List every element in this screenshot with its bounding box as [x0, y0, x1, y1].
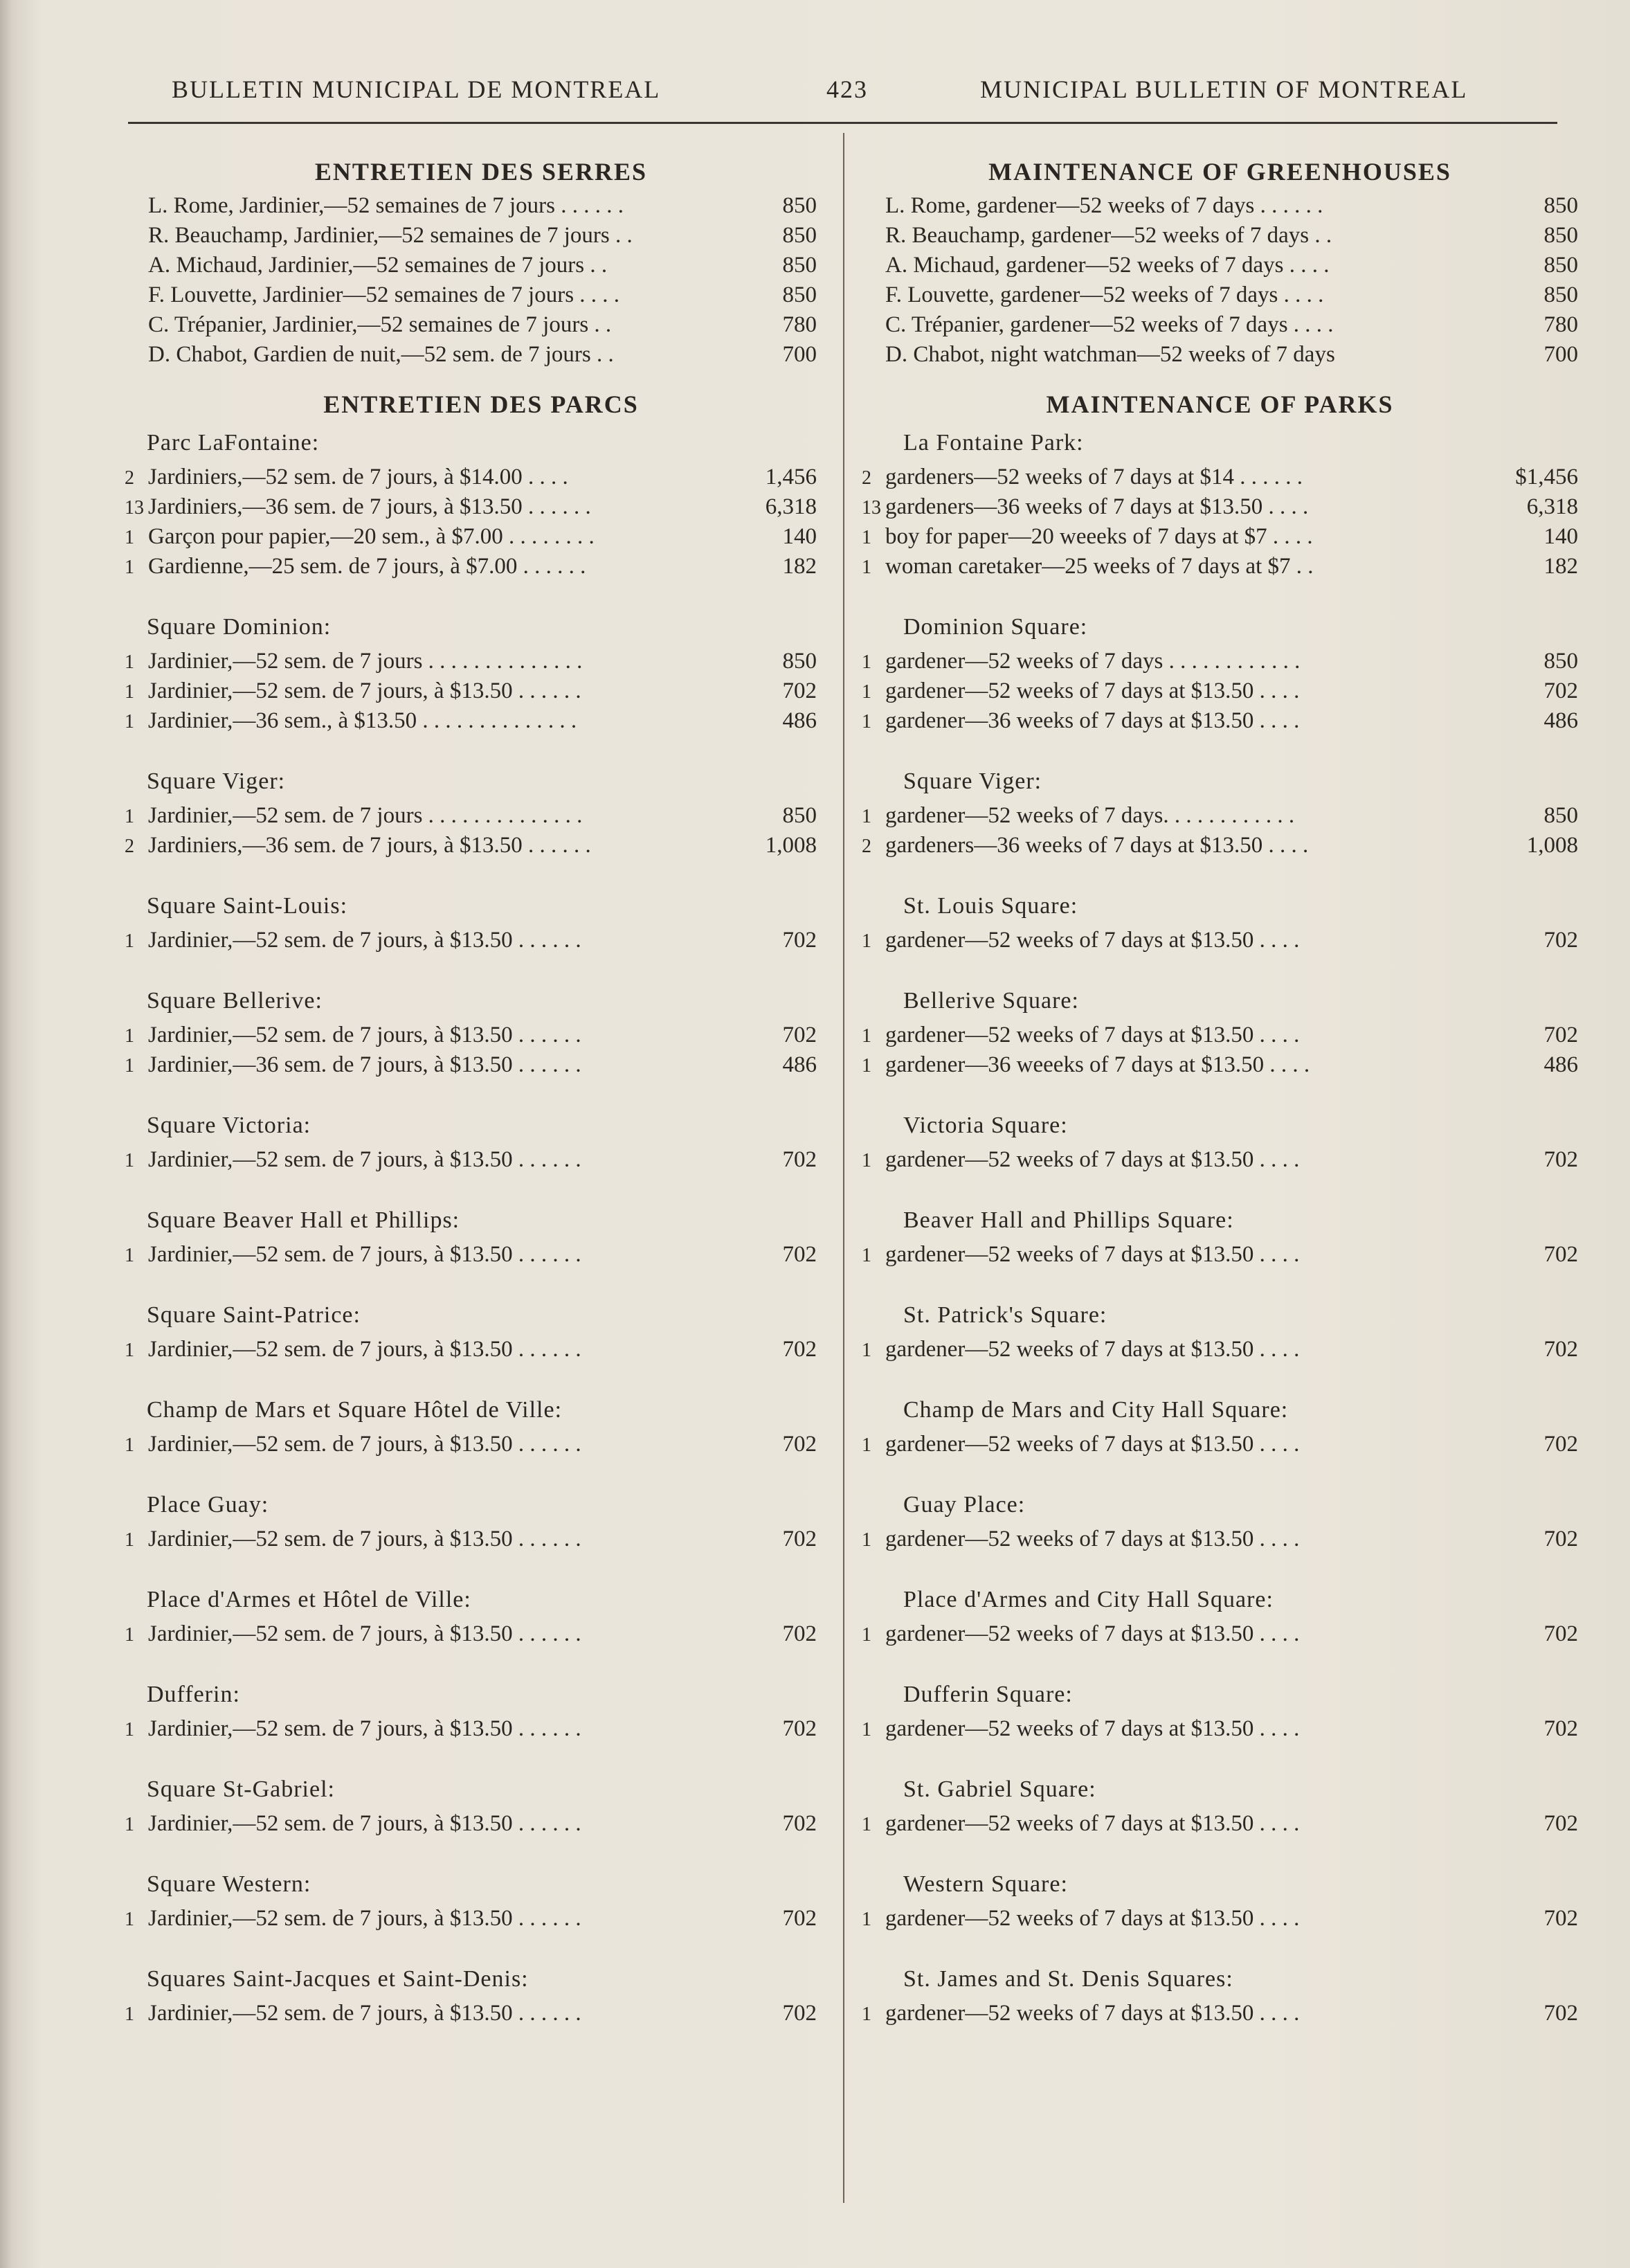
spacer [862, 582, 1578, 608]
ledger-row [125, 1619, 824, 1649]
quantity: 1 [125, 1055, 134, 1077]
page-number: 423 [826, 75, 868, 103]
ledger-row [125, 1020, 824, 1050]
quantity: 1 [862, 1814, 871, 1835]
greenhouses-list-en [862, 191, 1578, 370]
column-divider [843, 133, 844, 2203]
quantity: 1 [125, 1529, 134, 1551]
ledger-row [862, 676, 1578, 706]
amount: 702 [1543, 928, 1578, 953]
spacer [125, 955, 824, 982]
amount: 182 [782, 554, 817, 579]
quantity: 1 [862, 1434, 871, 1456]
spacer [862, 1839, 1578, 1865]
amount: 702 [1543, 1716, 1578, 1741]
spacer [125, 1175, 824, 1201]
park-heading: St. James and St. Denis Squares: [903, 1966, 1233, 1992]
amount: 702 [1543, 1527, 1578, 1551]
description: Jardinier,—52 sem. de 7 jours, à $13.50 . . . . . . [148, 1242, 581, 1267]
quantity: 1 [862, 1025, 871, 1047]
description: gardener—52 weeks of 7 days at $13.50 . . . . [885, 928, 1300, 953]
amount: 702 [782, 2001, 817, 2026]
amount: 700 [1543, 342, 1578, 367]
description: gardener—52 weeks of 7 days at $13.50 . . . . [885, 1147, 1300, 1172]
ledger-row [125, 647, 824, 676]
amount: 702 [782, 1811, 817, 1836]
amount: 850 [782, 649, 817, 674]
amount: 850 [1543, 253, 1578, 278]
description: gardener—36 weeeks of 7 days at $13.50 . . . . [885, 1052, 1310, 1077]
spacer [862, 1365, 1578, 1391]
amount: 702 [1543, 678, 1578, 703]
amount: 850 [782, 253, 817, 278]
quantity: 1 [862, 1055, 871, 1077]
ledger-row [125, 831, 824, 861]
ledger-row [125, 280, 824, 310]
spacer [125, 1080, 824, 1106]
ledger-row [125, 1430, 824, 1459]
description: Jardiniers,—36 sem. de 7 jours, à $13.50 . . . . . . [148, 494, 591, 519]
quantity: 13 [862, 497, 881, 519]
quantity: 1 [125, 1025, 134, 1047]
ledger-row [125, 552, 824, 582]
amount: 850 [1543, 223, 1578, 248]
description: gardeners—36 weeks of 7 days at $13.50 . . . . [885, 833, 1309, 858]
amount: 702 [1543, 1147, 1578, 1172]
amount: 6,318 [765, 494, 817, 519]
park-heading: St. Louis Square: [903, 893, 1078, 919]
description: Gardienne,—25 sem. de 7 jours, à $7.00 . . . . . . [148, 554, 586, 579]
ledger-row [862, 552, 1578, 582]
amount: 850 [1543, 282, 1578, 307]
ledger-row [862, 1020, 1578, 1050]
quantity: 1 [125, 527, 134, 548]
description: gardener—52 weeks of 7 days at $13.50 . . . . [885, 1242, 1300, 1267]
quantity: 1 [862, 527, 871, 548]
description: Jardinier,—52 sem. de 7 jours, à $13.50 . . . . . . [148, 1621, 581, 1646]
amount: 702 [1543, 1337, 1578, 1362]
greenhouses-title-en: MAINTENANCE OF GREENHOUSES [988, 158, 1451, 186]
quantity: 1 [862, 1150, 871, 1171]
spacer [862, 1649, 1578, 1675]
quantity: 2 [862, 836, 871, 857]
quantity: 1 [862, 711, 871, 732]
spacer [862, 1744, 1578, 1770]
description: Jardinier,—52 sem. de 7 jours . . . . . . . . . . . . . . [148, 649, 583, 674]
description: Jardinier,—36 sem., à $13.50 . . . . . . . . . . . . . . [148, 708, 577, 733]
ledger-row [125, 1904, 824, 1934]
amount: 702 [782, 1432, 817, 1457]
amount: 850 [782, 282, 817, 307]
ledger-row [125, 1714, 824, 1744]
description: gardener—52 weeks of 7 days at $13.50 . . . . [885, 1811, 1300, 1836]
spacer [862, 736, 1578, 762]
amount: 702 [782, 1527, 817, 1551]
ledger-row [125, 1050, 824, 1080]
amount: 780 [782, 312, 817, 337]
description: gardener—52 weeks of 7 days at $13.50 . . . . [885, 1716, 1300, 1741]
park-heading: Square Saint-Patrice: [147, 1302, 361, 1328]
description: gardener—52 weeks of 7 days at $13.50 . . . . [885, 2001, 1300, 2026]
park-heading: St. Gabriel Square: [903, 1776, 1096, 1802]
description: gardener—52 weeks of 7 days at $13.50 . . . . [885, 1527, 1300, 1551]
ledger-row [862, 462, 1578, 492]
description: Jardinier,—52 sem. de 7 jours, à $13.50 . . . . . . [148, 1906, 581, 1931]
description: boy for paper—20 weeeks of 7 days at $7 . . . . [885, 524, 1313, 549]
amount: 700 [782, 342, 817, 367]
ledger-row [862, 1240, 1578, 1270]
description: Jardiniers,—52 sem. de 7 jours, à $14.00 . . . . [148, 465, 568, 489]
park-heading: Square St-Gabriel: [147, 1776, 335, 1802]
ledger-row [862, 340, 1578, 370]
amount: 702 [1543, 1906, 1578, 1931]
amount: 850 [782, 193, 817, 218]
running-head-french: BULLETIN MUNICIPAL DE MONTREAL [172, 75, 661, 103]
description: gardeners—36 weeks of 7 days at $13.50 . . . . [885, 494, 1309, 519]
quantity: 1 [125, 1340, 134, 1361]
spacer [125, 1649, 824, 1675]
ledger-row [125, 1809, 824, 1839]
english-column [862, 152, 1578, 2028]
park-heading: Square Bellerive: [147, 988, 323, 1014]
quantity: 1 [862, 930, 871, 952]
amount: 702 [782, 1147, 817, 1172]
quantity: 1 [862, 681, 871, 703]
spacer [125, 1934, 824, 1960]
amount: 486 [1543, 708, 1578, 733]
ledger-row [862, 522, 1578, 552]
quantity: 1 [862, 1340, 871, 1361]
park-heading: Place Guay: [147, 1492, 269, 1518]
ledger-row [125, 706, 824, 736]
description: Garçon pour papier,—20 sem., à $7.00 . . . . . . . . [148, 524, 595, 549]
spacer [862, 1459, 1578, 1486]
description: Jardiniers,—36 sem. de 7 jours, à $13.50 . . . . . . [148, 833, 591, 858]
description: Jardinier,—52 sem. de 7 jours, à $13.50 . . . . . . [148, 1811, 581, 1836]
quantity: 1 [125, 806, 134, 827]
description: L. Rome, gardener—52 weeks of 7 days . . . . . . [885, 193, 1323, 218]
header-rule [128, 122, 1557, 124]
park-heading: Place d'Armes and City Hall Square: [903, 1587, 1274, 1612]
amount: 1,008 [1526, 833, 1578, 858]
park-heading: Western Square: [903, 1871, 1068, 1897]
description: Jardinier,—52 sem. de 7 jours, à $13.50 . . . . . . [148, 2001, 581, 2026]
park-heading: Bellerive Square: [903, 988, 1079, 1014]
park-heading: Beaver Hall and Phillips Square: [903, 1207, 1234, 1233]
park-heading: Guay Place: [903, 1492, 1026, 1518]
amount: 702 [782, 1621, 817, 1646]
ledger-row [125, 1999, 824, 2028]
spacer [125, 736, 824, 762]
park-heading: Champ de Mars et Square Hôtel de Ville: [147, 1397, 563, 1423]
spacer [862, 1270, 1578, 1296]
park-heading: Square Dominion: [147, 614, 332, 640]
quantity: 2 [862, 467, 871, 489]
park-heading: Dominion Square: [903, 614, 1088, 640]
greenhouses-list-fr [125, 191, 824, 370]
ledger-row [862, 1619, 1578, 1649]
description: gardeners—52 weeks of 7 days at $14 . . . . . . [885, 465, 1303, 489]
description: Jardinier,—52 sem. de 7 jours, à $13.50 . . . . . . [148, 1527, 581, 1551]
ledger-row [125, 462, 824, 492]
description: Jardinier,—36 sem. de 7 jours, à $13.50 . . . . . . [148, 1052, 581, 1077]
quantity: 1 [862, 2004, 871, 2025]
ledger-row [125, 801, 824, 831]
ledger-row [862, 310, 1578, 340]
ledger-row [862, 831, 1578, 861]
description: gardener—52 weeks of 7 days at $13.50 . . . . [885, 1621, 1300, 1646]
description: L. Rome, Jardinier,—52 semaines de 7 jours . . . . . . [148, 193, 624, 218]
quantity: 1 [125, 681, 134, 703]
amount: 702 [1543, 1023, 1578, 1047]
quantity: 1 [862, 651, 871, 673]
parks-title-en: MAINTENANCE OF PARKS [1046, 390, 1394, 418]
amount: 702 [782, 1337, 817, 1362]
park-heading: Square Saint-Louis: [147, 893, 348, 919]
amount: 1,456 [765, 465, 817, 489]
quantity: 1 [125, 651, 134, 673]
ledger-row [862, 706, 1578, 736]
amount: 780 [1543, 312, 1578, 337]
park-heading: La Fontaine Park: [903, 430, 1084, 456]
parks-title-fr: ENTRETIEN DES PARCS [323, 390, 639, 418]
parks-list-en [862, 424, 1578, 2028]
quantity: 13 [125, 497, 144, 519]
amount: 702 [1543, 1621, 1578, 1646]
quantity: 1 [125, 1814, 134, 1835]
running-head-english: MUNICIPAL BULLETIN OF MONTREAL [980, 75, 1468, 103]
description: gardener—52 weeks of 7 days at $13.50 . . . . [885, 1906, 1300, 1931]
quantity: 1 [125, 1624, 134, 1646]
quantity: 1 [862, 1909, 871, 1930]
quantity: 1 [125, 1150, 134, 1171]
description: Jardinier,—52 sem. de 7 jours, à $13.50 . . . . . . [148, 1023, 581, 1047]
amount: 850 [782, 223, 817, 248]
quantity: 1 [862, 1529, 871, 1551]
ledger-row [862, 191, 1578, 221]
quantity: 1 [862, 557, 871, 578]
amount: 850 [782, 803, 817, 828]
spacer [862, 1175, 1578, 1201]
spacer [862, 1934, 1578, 1960]
ledger-row [862, 647, 1578, 676]
amount: 850 [1543, 803, 1578, 828]
amount: 702 [782, 1242, 817, 1267]
description: gardener—52 weeks of 7 days. . . . . . . . . . . . [885, 803, 1295, 828]
ledger-row [125, 251, 824, 280]
ledger-row [125, 221, 824, 251]
description: gardener—52 weeks of 7 days at $13.50 . . . . [885, 678, 1300, 703]
amount: 1,008 [765, 833, 817, 858]
ledger-row [125, 522, 824, 552]
ledger-row [862, 1809, 1578, 1839]
quantity: 1 [125, 711, 134, 732]
spacer [125, 1365, 824, 1391]
spacer [125, 1554, 824, 1581]
parks-list-fr [125, 424, 824, 2028]
park-heading: Square Viger: [903, 768, 1042, 794]
amount: $1,456 [1515, 465, 1578, 489]
amount: 702 [782, 928, 817, 953]
ledger-row [862, 1524, 1578, 1554]
ledger-row [862, 1430, 1578, 1459]
ledger-row [862, 926, 1578, 955]
description: Jardinier,—52 sem. de 7 jours, à $13.50 . . . . . . [148, 1337, 581, 1362]
amount: 850 [1543, 649, 1578, 674]
description: gardener—52 weeks of 7 days . . . . . . . . . . . . [885, 649, 1301, 674]
ledger-row [125, 676, 824, 706]
quantity: 2 [125, 467, 134, 489]
quantity: 1 [125, 2004, 134, 2025]
spacer [125, 582, 824, 608]
amount: 850 [1543, 193, 1578, 218]
description: A. Michaud, gardener—52 weeks of 7 days . . . . [885, 253, 1330, 278]
ledger-row [125, 310, 824, 340]
description: Jardinier,—52 sem. de 7 jours, à $13.50 . . . . . . [148, 678, 581, 703]
ledger-row [862, 1714, 1578, 1744]
quantity: 1 [125, 1719, 134, 1740]
park-heading: Dufferin Square: [903, 1682, 1073, 1707]
ledger-row [125, 1145, 824, 1175]
park-heading: Square Western: [147, 1871, 311, 1897]
park-heading: Square Beaver Hall et Phillips: [147, 1207, 460, 1233]
quantity: 1 [125, 1909, 134, 1930]
park-heading: Squares Saint-Jacques et Saint-Denis: [147, 1966, 529, 1992]
spacer [862, 1554, 1578, 1581]
ledger-row [862, 251, 1578, 280]
quantity: 1 [125, 557, 134, 578]
amount: 6,318 [1526, 494, 1578, 519]
ledger-row [125, 1524, 824, 1554]
amount: 140 [782, 524, 817, 549]
spacer [125, 370, 824, 385]
quantity: 1 [125, 1434, 134, 1456]
spacer [862, 955, 1578, 982]
spacer [862, 1080, 1578, 1106]
description: D. Chabot, Gardien de nuit,—52 sem. de 7 jours . . [148, 342, 614, 367]
ledger-row [125, 926, 824, 955]
quantity: 2 [125, 836, 134, 857]
ledger-row [862, 1999, 1578, 2028]
spacer [125, 1459, 824, 1486]
description: gardener—52 weeks of 7 days at $13.50 . . . . [885, 1023, 1300, 1047]
description: Jardinier,—52 sem. de 7 jours . . . . . . . . . . . . . . [148, 803, 583, 828]
ledger-row [125, 1335, 824, 1365]
ledger-row [862, 1145, 1578, 1175]
description: R. Beauchamp, gardener—52 weeks of 7 days . . [885, 223, 1332, 248]
description: D. Chabot, night watchman—52 weeks of 7 days [885, 342, 1335, 367]
park-heading: Square Viger: [147, 768, 286, 794]
ledger-row [862, 280, 1578, 310]
amount: 140 [1543, 524, 1578, 549]
park-heading: Dufferin: [147, 1682, 240, 1707]
spacer [125, 861, 824, 887]
french-column [125, 152, 824, 2028]
spacer [125, 1744, 824, 1770]
amount: 486 [1543, 1052, 1578, 1077]
amount: 486 [782, 708, 817, 733]
spacer [862, 370, 1578, 385]
amount: 702 [782, 678, 817, 703]
park-heading: Victoria Square: [903, 1113, 1068, 1138]
spacer [125, 1270, 824, 1296]
description: R. Beauchamp, Jardinier,—52 semaines de 7 jours . . [148, 223, 633, 248]
description: F. Louvette, Jardinier—52 semaines de 7 jours . . . . [148, 282, 620, 307]
amount: 702 [782, 1023, 817, 1047]
amount: 702 [1543, 1811, 1578, 1836]
ledger-row [862, 1904, 1578, 1934]
park-heading: Parc LaFontaine: [147, 430, 320, 456]
description: woman caretaker—25 weeks of 7 days at $7 . . [885, 554, 1314, 579]
ledger-row [125, 1240, 824, 1270]
amount: 702 [782, 1906, 817, 1931]
description: A. Michaud, Jardinier,—52 semaines de 7 jours . . [148, 253, 608, 278]
description: gardener—52 weeks of 7 days at $13.50 . . . . [885, 1337, 1300, 1362]
quantity: 1 [125, 930, 134, 952]
ledger-row [862, 801, 1578, 831]
description: Jardinier,—52 sem. de 7 jours, à $13.50 . . . . . . [148, 1432, 581, 1457]
quantity: 1 [125, 1245, 134, 1266]
amount: 702 [1543, 2001, 1578, 2026]
spacer [125, 1839, 824, 1865]
ledger-row [862, 492, 1578, 522]
description: F. Louvette, gardener—52 weeks of 7 days . . . . [885, 282, 1324, 307]
ledger-row [125, 492, 824, 522]
quantity: 1 [862, 806, 871, 827]
ledger-row [125, 340, 824, 370]
description: C. Trépanier, gardener—52 weeks of 7 days . . . . [885, 312, 1334, 337]
description: gardener—52 weeks of 7 days at $13.50 . . . . [885, 1432, 1300, 1457]
amount: 486 [782, 1052, 817, 1077]
description: Jardinier,—52 sem. de 7 jours, à $13.50 . . . . . . [148, 928, 581, 953]
ledger-row [862, 1335, 1578, 1365]
amount: 702 [1543, 1432, 1578, 1457]
description: gardener—36 weeks of 7 days at $13.50 . . . . [885, 708, 1300, 733]
ledger-row [125, 191, 824, 221]
spacer [862, 861, 1578, 887]
park-heading: Champ de Mars and City Hall Square: [903, 1397, 1289, 1423]
quantity: 1 [862, 1719, 871, 1740]
quantity: 1 [862, 1245, 871, 1266]
amount: 182 [1543, 554, 1578, 579]
ledger-row [862, 221, 1578, 251]
description: C. Trépanier, Jardinier,—52 semaines de 7 jours . . [148, 312, 612, 337]
park-heading: St. Patrick's Square: [903, 1302, 1107, 1328]
ledger-row [862, 1050, 1578, 1080]
amount: 702 [1543, 1242, 1578, 1267]
quantity: 1 [862, 1624, 871, 1646]
description: Jardinier,—52 sem. de 7 jours, à $13.50 . . . . . . [148, 1147, 581, 1172]
description: Jardinier,—52 sem. de 7 jours, à $13.50 . . . . . . [148, 1716, 581, 1741]
greenhouses-title-fr: ENTRETIEN DES SERRES [314, 158, 648, 186]
park-heading: Square Victoria: [147, 1113, 311, 1138]
park-heading: Place d'Armes et Hôtel de Ville: [147, 1587, 471, 1612]
amount: 702 [782, 1716, 817, 1741]
